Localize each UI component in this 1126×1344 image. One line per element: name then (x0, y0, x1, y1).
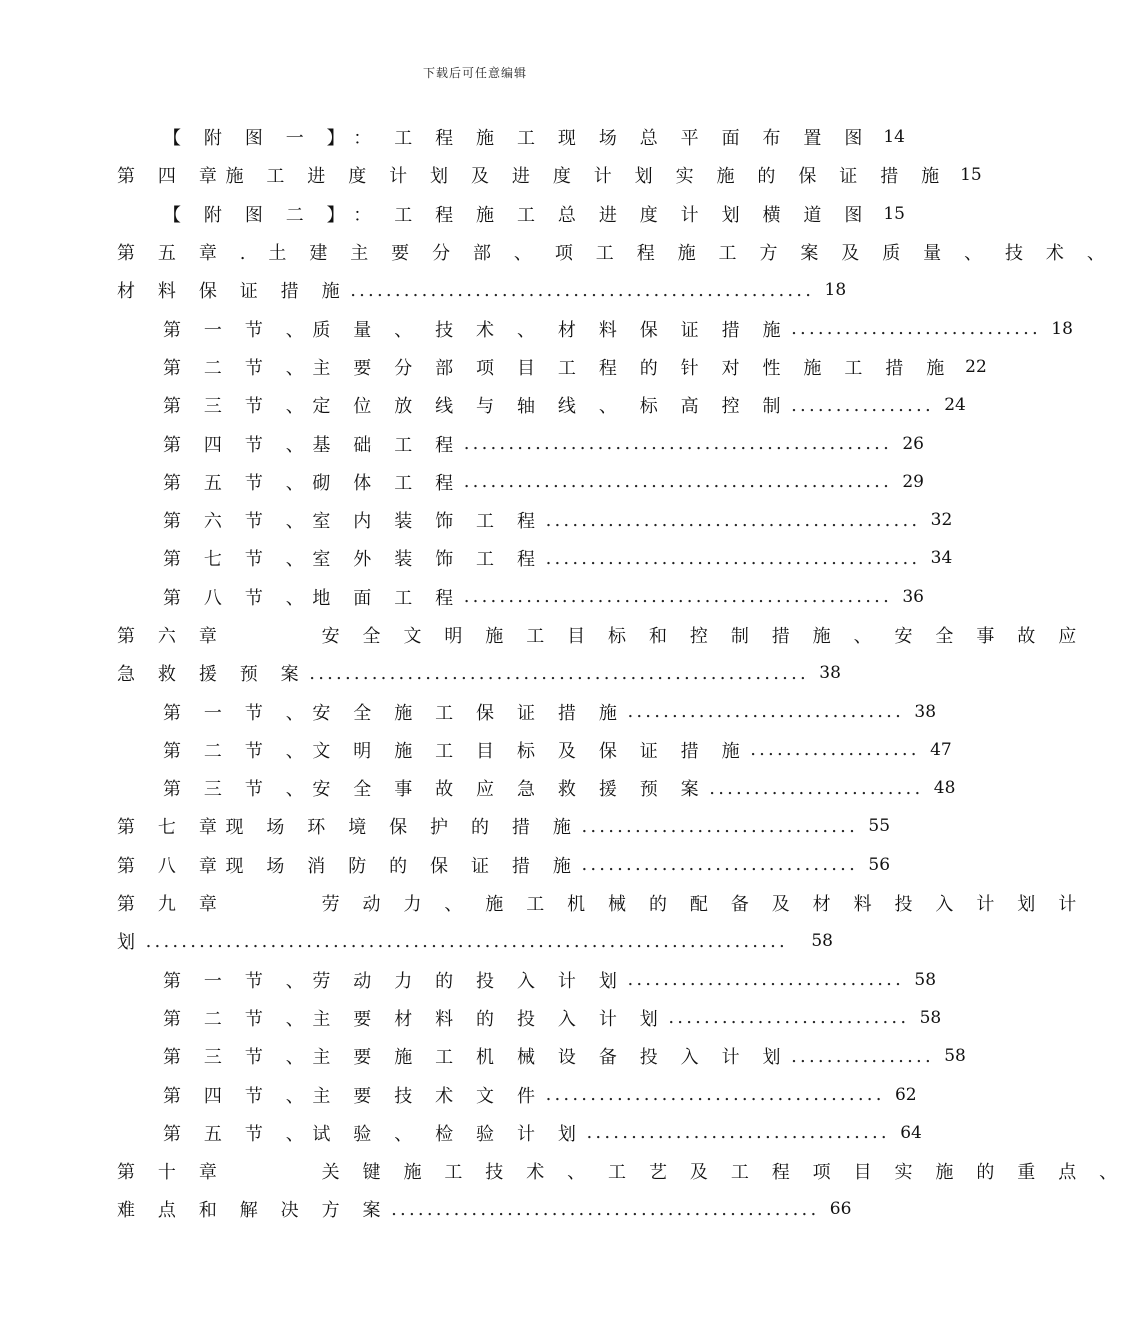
toc-entry[interactable] (117, 1037, 966, 1075)
toc-entry-prefix: 第 四 节 、 (163, 1085, 313, 1107)
toc-page-number: 29 (902, 471, 924, 492)
toc-entry-title: 文 明 施 工 目 标 及 保 证 措 施 (312, 740, 749, 762)
page-header: 下载后可任意编辑 (422, 66, 527, 80)
toc-entry-title: 基 础 工 程 (312, 434, 462, 456)
toc-entry-prefix: 第 六 节 、 (163, 511, 313, 533)
toc-page-number: 18 (1051, 318, 1073, 339)
toc-page-number: 15 (883, 203, 905, 224)
toc-page-number: 32 (930, 510, 953, 531)
toc-page-number: 26 (902, 433, 924, 454)
toc-page-number: 36 (902, 586, 924, 607)
toc-entry[interactable] (117, 846, 891, 884)
toc-entry-title: 室 内 装 饰 工 程 (312, 511, 544, 533)
toc-leader-dots: ................................................ (391, 1198, 820, 1220)
toc-entry-prefix: 第 五 节 、 (163, 1123, 313, 1145)
toc-entry-line1[interactable] (117, 616, 1085, 654)
toc-entry[interactable] (117, 118, 905, 156)
toc-entry-title: 施 工 进 度 计 划 及 进 度 计 划 实 施 的 保 证 措 施 (225, 166, 948, 188)
toc-entry-prefix: 第 四 章 (117, 166, 226, 188)
toc-entry-prefix: 第 三 节 、 (163, 396, 313, 418)
toc-entry[interactable] (117, 348, 987, 386)
toc-page-number: 15 (960, 165, 982, 186)
toc-entry[interactable] (117, 463, 924, 501)
toc-entry-title: 质 量 、 技 术 、 材 料 保 证 措 施 (312, 319, 790, 341)
toc-page-number: 55 (868, 816, 891, 837)
toc-page-number: 58 (811, 931, 833, 952)
toc-leader-dots: ................ (791, 394, 934, 416)
toc-leader-dots: ................................................ (463, 586, 892, 608)
toc-leader-dots: .................................. (586, 1122, 890, 1144)
toc-entry[interactable] (117, 692, 937, 730)
toc-leader-dots: ............................ (791, 318, 1041, 340)
toc-entry-prefix: 第 八 节 、 (163, 587, 313, 609)
toc-leader-dots: ................ (791, 1045, 934, 1067)
toc-page-number: 64 (900, 1122, 922, 1143)
toc-page-number: 38 (914, 701, 937, 722)
toc-page-number: 48 (933, 778, 956, 799)
toc-entry-title: 第 六 章 安 全 文 明 施 工 目 标 和 控 制 措 施 、 安 全 事 故 应 (117, 626, 1085, 647)
toc-entry-title: 主 要 技 术 文 件 (312, 1085, 544, 1107)
toc-entry-title: 砌 体 工 程 (312, 472, 462, 494)
toc-entry-title-continued: 材 料 保 证 措 施 (117, 281, 349, 303)
toc-entry-title: 室 外 装 饰 工 程 (312, 549, 544, 571)
toc-page-number: 58 (914, 969, 937, 990)
toc-leader-dots: ...................................... (545, 1084, 885, 1106)
toc-leader-dots: ................... (750, 739, 920, 761)
toc-entry-line2[interactable] (117, 654, 841, 692)
toc-entry-prefix: 第 三 节 、 (163, 779, 313, 801)
toc-entry[interactable] (117, 769, 956, 807)
toc-entry[interactable] (117, 731, 952, 769)
toc-entry-title: 安 全 事 故 应 急 救 援 预 案 (312, 779, 708, 801)
toc-entry[interactable] (117, 156, 982, 194)
toc-page-number: 38 (819, 663, 841, 684)
toc-entry[interactable] (117, 539, 953, 577)
toc-page-number: 18 (824, 280, 847, 301)
toc-entry[interactable] (117, 386, 966, 424)
toc-entry-line1[interactable] (117, 233, 1114, 271)
toc-leader-dots: ........................................................................ (145, 930, 788, 952)
toc-entry-title: 第 五 章 . 土 建 主 要 分 部 、 项 工 程 施 工 方 案 及 质 量 、 技 术 、 (117, 243, 1114, 265)
toc-entry-prefix: 第 一 节 、 (163, 319, 313, 341)
toc-entry-title-continued: 难 点 和 解 决 方 案 (117, 1200, 390, 1222)
toc-entry-prefix: 第 七 节 、 (163, 549, 313, 571)
toc-entry[interactable] (117, 501, 953, 539)
toc-entry-line1[interactable] (117, 884, 1085, 922)
toc-entry[interactable] (117, 578, 924, 616)
toc-entry-prefix: 第 五 节 、 (163, 472, 313, 494)
toc-leader-dots: .......................................... (545, 509, 921, 531)
toc-entry-title: 第 九 章 劳 动 力 、 施 工 机 械 的 配 备 及 材 料 投 入 计 划 计 (117, 894, 1085, 916)
toc-leader-dots: ................................................ (463, 471, 892, 493)
toc-entry-prefix: 第 二 节 、 (163, 357, 313, 379)
toc-entry-title: ： 工 程 施 工 现 场 总 平 面 布 置 图 (353, 128, 871, 150)
toc-entry[interactable] (117, 195, 905, 233)
toc-entry-prefix: 第 四 节 、 (163, 434, 313, 456)
toc-page-number: 24 (944, 395, 966, 416)
toc-entry[interactable] (117, 1075, 917, 1113)
toc-page-number: 22 (965, 356, 987, 377)
toc-leader-dots: ................................................ (463, 433, 892, 455)
toc-page-number: 58 (944, 1046, 966, 1067)
toc-entry-title-continued: 划 (117, 932, 144, 954)
toc-entry-title: 主 要 施 工 机 械 设 备 投 入 计 划 (312, 1047, 790, 1069)
toc-page-number: 34 (930, 548, 953, 569)
toc-entry-title: 试 验 、 检 验 计 划 (312, 1123, 585, 1145)
toc-entry-line2[interactable] (117, 1190, 852, 1228)
toc-entry-prefix: 第 一 节 、 (163, 702, 313, 724)
toc-leader-dots: ............................... (581, 815, 859, 837)
toc-leader-dots: ........................................................ (309, 662, 809, 684)
toc-entry-title: 劳 动 力 的 投 入 计 划 (312, 970, 626, 992)
toc-entry-title: 主 要 材 料 的 投 入 计 划 (312, 1008, 667, 1030)
toc-page-number: 14 (883, 127, 905, 148)
toc-entry-title: 安 全 施 工 保 证 措 施 (312, 702, 626, 724)
toc-page-number: 66 (829, 1199, 852, 1220)
toc-entry-line2[interactable] (117, 271, 847, 309)
toc-leader-dots: .................................................... (350, 279, 815, 301)
toc-entry[interactable] (117, 309, 1073, 347)
toc-page-number: 56 (868, 854, 891, 875)
toc-entry-prefix: 第 八 章 (117, 855, 226, 877)
toc-entry[interactable] (117, 1114, 922, 1152)
toc-entry-title: 现 场 环 境 保 护 的 措 施 (225, 817, 580, 839)
toc-entry-prefix: 第 三 节 、 (163, 1047, 313, 1069)
table-of-contents (117, 118, 1126, 1229)
toc-entry[interactable] (117, 424, 924, 462)
toc-leader-dots: ........................... (668, 1007, 910, 1029)
toc-leader-dots: ............................... (627, 701, 905, 723)
toc-entry-prefix: 【 附 图 二 】 (163, 204, 354, 226)
toc-entry[interactable] (117, 961, 937, 999)
toc-entry-prefix: 第 七 章 (117, 817, 226, 839)
toc-entry-prefix: 第 二 节 、 (163, 740, 313, 762)
toc-entry-title: 第 十 章 关 键 施 工 技 术 、 工 艺 及 工 程 项 目 实 施 的 重 点 、 (117, 1162, 1126, 1184)
toc-leader-dots: ........................ (709, 777, 924, 799)
toc-entry-title: 定 位 放 线 与 轴 线 、 标 高 控 制 (312, 396, 790, 418)
toc-page-number: 62 (894, 1084, 917, 1105)
toc-page-number: 47 (930, 739, 952, 760)
toc-entry-prefix: 第 二 节 、 (163, 1008, 313, 1030)
toc-leader-dots: ............................... (627, 969, 905, 991)
toc-leader-dots: .......................................... (545, 547, 921, 569)
toc-entry-title: 主 要 分 部 项 目 工 程 的 针 对 性 施 工 措 施 (312, 357, 953, 379)
toc-entry-prefix: 第 一 节 、 (163, 970, 313, 992)
toc-entry-title: 现 场 消 防 的 保 证 措 施 (225, 855, 580, 877)
toc-entry-title-continued: 急 救 援 预 案 (117, 664, 308, 686)
toc-entry[interactable] (117, 807, 891, 845)
toc-entry-title: 地 面 工 程 (312, 587, 462, 609)
toc-entry[interactable] (117, 999, 942, 1037)
toc-leader-dots: ............................... (581, 854, 859, 876)
toc-entry-line1[interactable] (117, 1152, 1126, 1190)
toc-page-number: 58 (919, 1007, 942, 1028)
toc-entry-prefix: 【 附 图 一 】 (163, 128, 354, 150)
toc-entry-title: ： 工 程 施 工 总 进 度 计 划 横 道 图 (353, 204, 871, 226)
toc-entry-line2[interactable] (117, 922, 833, 960)
